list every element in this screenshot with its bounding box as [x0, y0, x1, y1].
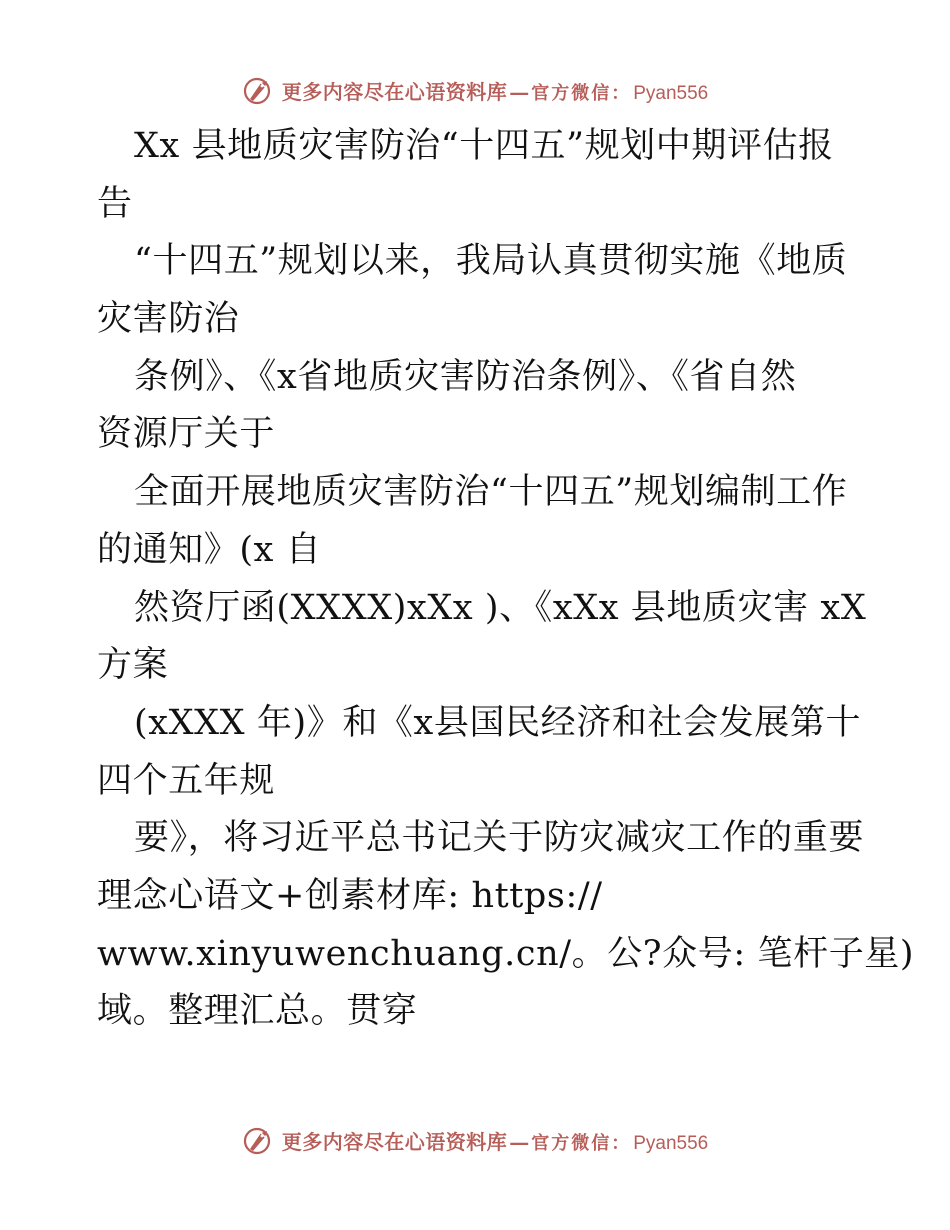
watermark-text: [282, 1126, 709, 1155]
paragraph-line: 理念心语文+创素材库: https://: [97, 875, 603, 916]
paragraph-line: 全面开展地质灾害防治“十四五”规划编制工作: [134, 472, 848, 513]
paragraph-line: 然资厅函(XXXX)xXx )、《xXx 县地质灾害 xX: [134, 587, 867, 628]
watermark-dash: —: [509, 1129, 530, 1154]
document-body: [97, 118, 915, 1041]
document-title-line: Xx 县地质灾害防治“十四五”规划中期评估报: [134, 126, 834, 166]
paragraph-line: “十四五”规划以来，我局认真贯彻实施《地质: [134, 241, 848, 282]
paragraph-line: (xXXX 年)》和《x县国民经济和社会发展第十: [134, 702, 862, 743]
paragraph-line: 灾害防治: [97, 299, 240, 340]
footer-watermark: [0, 1120, 950, 1160]
watermark-text: [282, 76, 709, 105]
paragraph-line: 条例》、《x省地质灾害防治条例》、《省自然: [134, 356, 797, 397]
paragraph-line: www.xinyuwenchuang.cn/。公?众号: 笔杆子星): [97, 933, 915, 974]
watermark-wechat-id: Pyan556: [633, 82, 709, 104]
watermark-wechat-label: 官方微信：: [531, 1132, 632, 1154]
paragraph-line: 四个五年规: [97, 760, 276, 801]
watermark-wechat-id: Pyan556: [633, 1132, 709, 1154]
watermark-main-text: 更多内容尽在心语资料库: [281, 1129, 508, 1154]
header-watermark: [0, 70, 950, 110]
paragraph-line: 资源厅关于: [97, 414, 276, 455]
paragraph-line: 的通知》(x 自: [97, 529, 322, 570]
watermark-main-text: 更多内容尽在心语资料库: [281, 79, 508, 104]
watermark-dash: —: [509, 79, 530, 104]
pen-nib-logo-icon: [242, 1124, 274, 1156]
paragraph-line: 方案: [97, 645, 169, 686]
paragraph-line: 要》，将习近平总书记关于防灾减灾工作的重要: [134, 818, 865, 859]
paragraph-line: 域。整理汇总。贯穿: [97, 991, 418, 1032]
watermark-wechat-label: 官方微信：: [531, 82, 632, 104]
document-title-line: 告: [97, 183, 133, 224]
pen-nib-logo-icon: [242, 74, 274, 106]
